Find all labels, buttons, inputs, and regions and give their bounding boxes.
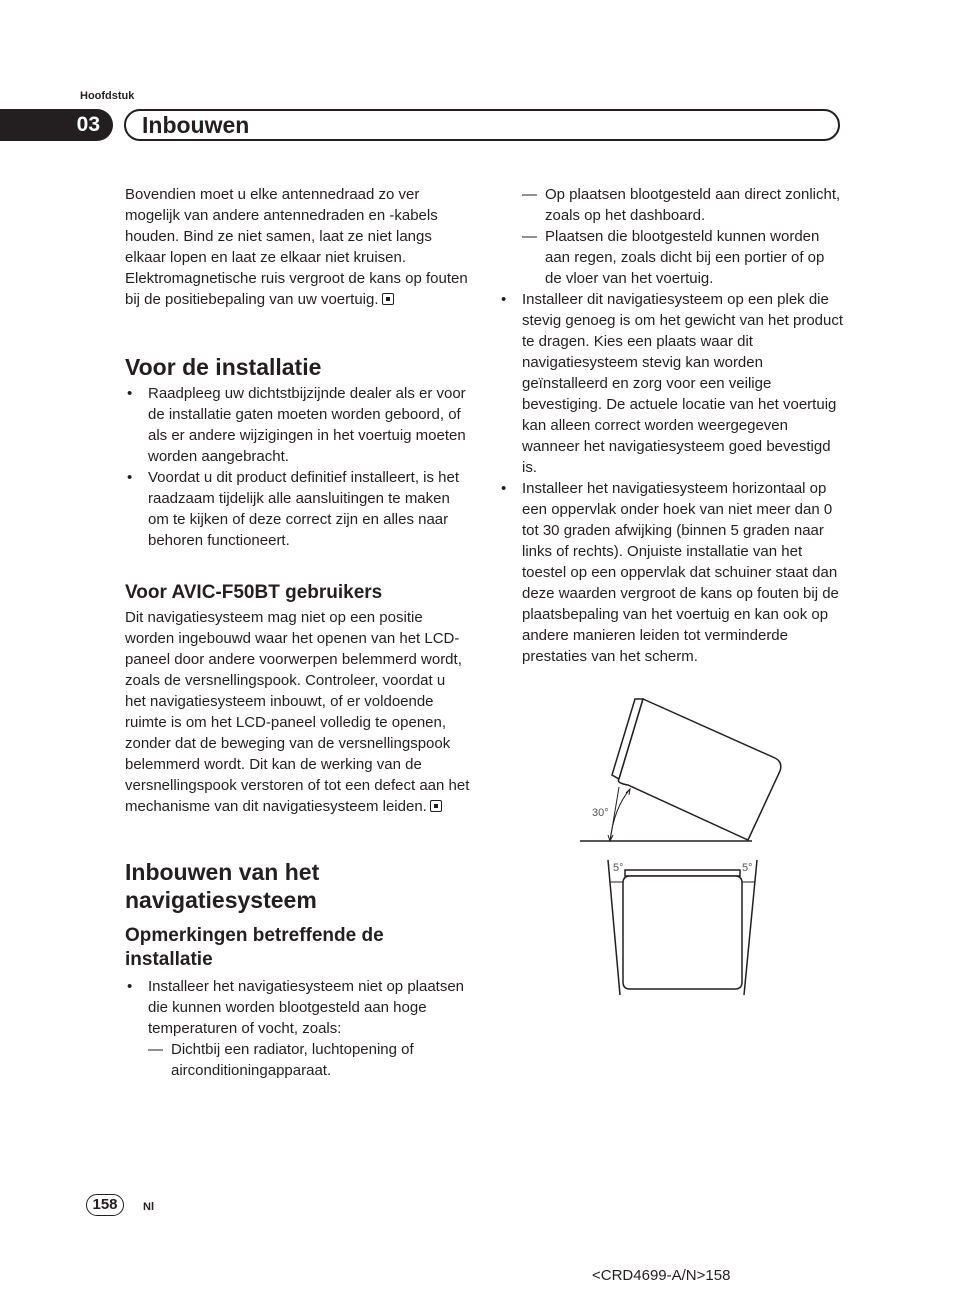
- placement-bullets: [499, 289, 844, 667]
- angle-label-right: 5°: [742, 862, 753, 874]
- list-item: • Installeer het navigatiesysteem niet op plaatsen die kunnen worden blootgesteld aan hoge temperaturen of vocht, zoals: — Dichtbij een radiator, luchtopening of airconditioningapparaat.: [125, 976, 470, 1081]
- right-column: [499, 184, 844, 667]
- list-item: • Installeer het navigatiesysteem horizontaal op een oppervlak onder hoek van niet meer dan 0 tot 30 graden afwijking (binnen 5 graden naar links of rechts). Onjuiste installatie van het toestel op een oppervlak dat schuiner staat dan deze waarden vergroot de kans op fouten bij de plaatsbepaling van het voertuig en kan ook op andere manieren leiden tot verminderde prestaties van het scherm.: [499, 478, 844, 667]
- subsection-title-opmerkingen: Opmerkingen betreffende de installatie: [125, 925, 384, 970]
- installation-bullets: [125, 383, 470, 551]
- page-number: 158: [86, 1194, 124, 1216]
- level-unit-illustration: [608, 860, 757, 995]
- opmerkingen-bullets: [125, 976, 470, 1081]
- installation-angle-figure: [570, 690, 800, 1000]
- subsection-title-avic: Voor AVIC-F50BT gebruikers: [125, 582, 383, 603]
- avic-paragraph: Dit navigatiesysteem mag niet op een positie worden ingebouwd waar het openen van het LCD-paneel door andere voorwerpen belemmerd wordt, zoals de versnellingspook. Controleer, voordat u het navigatiesysteem inbouwt, of er voldoende ruimte is om het LCD-paneel volledig te openen, zonder dat de beweging van de versnellingspook belemmerd wordt. Dit kan de werking van de versnellingspook verstoren of tot een defect aan het mechanisme van dit navigatiesysteem leiden.: [125, 609, 470, 815]
- list-item: — Dichtbij een radiator, luchtopening of airconditioningapparaat.: [148, 1039, 470, 1081]
- chapter-number: 03: [0, 109, 113, 141]
- section-title-inbouwen: Inbouwen van het navigatiesysteem: [125, 859, 320, 913]
- angle-label-tilt: 30°: [592, 807, 609, 819]
- dash-list: [499, 184, 844, 289]
- end-mark-icon: [430, 800, 442, 812]
- tilted-unit-illustration: [580, 699, 781, 841]
- left-column: [125, 184, 470, 1081]
- list-item: — Plaatsen die blootgesteld kunnen worden aan regen, zoals dicht bij een portier of op de vloer van het voertuig.: [522, 226, 844, 289]
- list-item: • Installeer dit navigatiesysteem op een plek die stevig genoeg is om het gewicht van het product te dragen. Kies een plaats waar dit navigatiesysteem stevig kan worden geïnstalleerd en zorg voor een veilige bevestiging. De actuele locatie van het voertuig kan alleen correct worden weergegeven wanneer het navigatiesysteem goed bevestigd is.: [499, 289, 844, 478]
- list-item: • Raadpleeg uw dichtstbijzijnde dealer als er voor de installatie gaten moeten worden geboord, of als er andere wijzigingen in het voertuig moeten worden aangebracht.: [125, 383, 470, 467]
- list-item: — Op plaatsen blootgesteld aan direct zonlicht, zoals op het dashboard.: [522, 184, 844, 226]
- angle-label-left: 5°: [613, 862, 624, 874]
- chapter-label: Hoofdstuk: [80, 90, 135, 102]
- end-mark-icon: [382, 293, 394, 305]
- list-item: • Voordat u dit product definitief installeert, is het raadzaam tijdelijk alle aansluitingen te maken om te kijken of deze correct zijn en alles naar behoren functioneert.: [125, 467, 470, 551]
- dash-list: [148, 1039, 470, 1081]
- intro-paragraph: Bovendien moet u elke antennedraad zo ver mogelijk van andere antennedraden en -kabels houden. Bind ze niet samen, laat ze niet langs elkaar lopen en laat ze elkaar niet kruisen. Elektromagnetische ruis vergroot de kans op fouten bij de positiebepaling van uw voertuig.: [125, 186, 468, 308]
- language-code: Nl: [143, 1201, 154, 1213]
- document-reference: <CRD4699-A/N>158: [592, 1267, 731, 1284]
- section-title-voor-de-installatie: Voor de installatie: [125, 354, 322, 380]
- chapter-title: Inbouwen: [142, 112, 250, 138]
